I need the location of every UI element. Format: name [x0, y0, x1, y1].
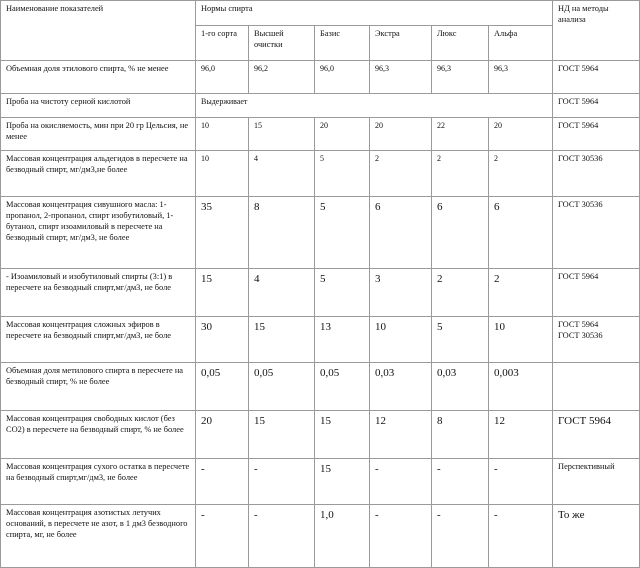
value-cell: 8	[432, 411, 489, 459]
header-nd-line2: анализа	[558, 14, 586, 24]
value-cell: 1,0	[315, 505, 370, 568]
value-cell: -	[196, 505, 249, 568]
value-cell: 96,2	[249, 61, 315, 94]
row-name: - Изоамиловый и изобутиловый спирты (3:1) в пересчете на безводный спирт,мг/дм3, не боле	[1, 269, 196, 317]
row-name: Массовая концентрация азотистых летучих оснований, в пересчете не азот, в 1 дм3 безводного спирта, мг, не более	[1, 505, 196, 568]
value-cell: -	[370, 459, 432, 505]
header-norms: Нормы спирта	[196, 1, 553, 26]
value-cell: 2	[432, 151, 489, 197]
value-cell: -	[489, 505, 553, 568]
nd-cell	[553, 505, 640, 568]
table-row	[1, 411, 640, 459]
value-cell: 15	[315, 459, 370, 505]
nd-line: ГОСТ 30536	[558, 330, 603, 340]
grade-line1: Экстра	[375, 29, 400, 38]
nd-cell	[553, 61, 640, 94]
grade-line1: Люкс	[437, 29, 457, 38]
value-cell: 96,0	[315, 61, 370, 94]
grade-line1: Высшей	[254, 29, 284, 38]
value-cell: 2	[432, 269, 489, 317]
nd-line: ГОСТ 30536	[558, 154, 603, 163]
value-cell: 15	[196, 269, 249, 317]
grade-line1: 1-го сорта	[201, 29, 237, 38]
value-cell: 6	[489, 197, 553, 269]
value-cell: -	[370, 505, 432, 568]
nd-line: ГОСТ 30536	[558, 200, 603, 209]
header-indicator: Наименование показателей	[1, 1, 196, 61]
value-cell: 12	[370, 411, 432, 459]
row-name: Проба на чистоту серной кислотой	[1, 94, 196, 118]
merged-value-cell: Выдерживает	[196, 94, 553, 118]
row-name: Массовая концентрация сложных эфиров в пересчете на безводный спирт,мг/дм3, не боле	[1, 317, 196, 363]
row-name: Массовая концентрация альдегидов в пересчете на безводный спирт, мг/дм3,не более	[1, 151, 196, 197]
grade-header	[196, 26, 249, 61]
value-cell: 0,03	[370, 363, 432, 411]
value-cell: 3	[370, 269, 432, 317]
nd-cell	[553, 197, 640, 269]
value-cell: 2	[370, 151, 432, 197]
row-name: Массовая концентрация сивушного масла: 1-пропанол, 2-пропанол, спирт изобутиловый, 1-бутанол, спирт изоамиловый в пересчете на безводный спирт, мг/дм3, не более	[1, 197, 196, 269]
value-cell: 4	[249, 269, 315, 317]
value-cell: -	[249, 459, 315, 505]
header-row	[1, 1, 640, 26]
grade-line1: Базис	[320, 29, 341, 38]
value-cell: 4	[249, 151, 315, 197]
grade-header	[489, 26, 553, 61]
value-cell: 6	[370, 197, 432, 269]
value-cell: 10	[370, 317, 432, 363]
value-cell: 96,3	[489, 61, 553, 94]
value-cell: 10	[196, 118, 249, 151]
nd-line: Перспективный	[558, 462, 615, 471]
table-row	[1, 61, 640, 94]
nd-line: ГОСТ 5964	[558, 272, 599, 281]
nd-line: ГОСТ 5964	[558, 320, 599, 329]
table-row	[1, 363, 640, 411]
value-cell: 15	[249, 317, 315, 363]
value-cell: -	[196, 459, 249, 505]
value-cell: 96,0	[196, 61, 249, 94]
nd-cell	[553, 269, 640, 317]
table-row	[1, 505, 640, 568]
grade-header	[432, 26, 489, 61]
row-name: Массовая концентрация сухого остатка в пересчете на безводный спирт,мг/дм3, не более	[1, 459, 196, 505]
value-cell: -	[432, 459, 489, 505]
value-cell: -	[432, 505, 489, 568]
table-row	[1, 197, 640, 269]
value-cell: 15	[249, 411, 315, 459]
row-name: Массовая концентрация свободных кислот (без СО2) в пересчете на безводный спирт, % не более	[1, 411, 196, 459]
value-cell: 15	[315, 411, 370, 459]
value-cell: 20	[315, 118, 370, 151]
value-cell: 13	[315, 317, 370, 363]
value-cell: 5	[315, 197, 370, 269]
table-row	[1, 94, 640, 118]
value-cell: 96,3	[370, 61, 432, 94]
nd-line: ГОСТ 5964	[558, 64, 599, 73]
nd-line: То же	[558, 509, 585, 521]
nd-cell	[553, 317, 640, 363]
value-cell: 0,05	[196, 363, 249, 411]
value-cell: 10	[196, 151, 249, 197]
grade-header	[315, 26, 370, 61]
value-cell: 2	[489, 269, 553, 317]
value-cell: 2	[489, 151, 553, 197]
value-cell: 0,03	[432, 363, 489, 411]
table-row	[1, 151, 640, 197]
grade-header	[249, 26, 315, 61]
row-name: Объемная доля метилового спирта в пересчете на безводный спирт, % не более	[1, 363, 196, 411]
header-nd-line1: НД на методы	[558, 4, 609, 13]
nd-line: ГОСТ 5964	[558, 415, 612, 427]
value-cell: 6	[432, 197, 489, 269]
nd-cell	[553, 411, 640, 459]
value-cell: 8	[249, 197, 315, 269]
value-cell: 20	[489, 118, 553, 151]
table-row	[1, 269, 640, 317]
value-cell: 5	[315, 151, 370, 197]
value-cell: 30	[196, 317, 249, 363]
row-name: Объемная доля этилового спирта, % не менее	[1, 61, 196, 94]
value-cell: 0,05	[315, 363, 370, 411]
nd-cell	[553, 459, 640, 505]
value-cell: 35	[196, 197, 249, 269]
value-cell: -	[249, 505, 315, 568]
nd-cell	[553, 118, 640, 151]
nd-cell	[553, 363, 640, 411]
value-cell: 22	[432, 118, 489, 151]
value-cell: -	[489, 459, 553, 505]
header-nd	[553, 1, 640, 61]
value-cell: 15	[249, 118, 315, 151]
value-cell: 5	[432, 317, 489, 363]
nd-cell	[553, 94, 640, 118]
nd-line: ГОСТ 5964	[558, 121, 599, 130]
table-row	[1, 317, 640, 363]
value-cell: 10	[489, 317, 553, 363]
value-cell: 5	[315, 269, 370, 317]
value-cell: 20	[370, 118, 432, 151]
value-cell: 0,003	[489, 363, 553, 411]
grade-line2: очистки	[254, 39, 283, 49]
nd-cell	[553, 151, 640, 197]
row-name: Проба на окисляемость, мин при 20 гр Цельсия, не менее	[1, 118, 196, 151]
value-cell: 20	[196, 411, 249, 459]
table-row	[1, 118, 640, 151]
grade-line1: Альфа	[494, 29, 518, 38]
value-cell: 0,05	[249, 363, 315, 411]
table-row	[1, 459, 640, 505]
nd-line: ГОСТ 5964	[558, 97, 599, 106]
value-cell: 96,3	[432, 61, 489, 94]
grade-header	[370, 26, 432, 61]
value-cell: 12	[489, 411, 553, 459]
